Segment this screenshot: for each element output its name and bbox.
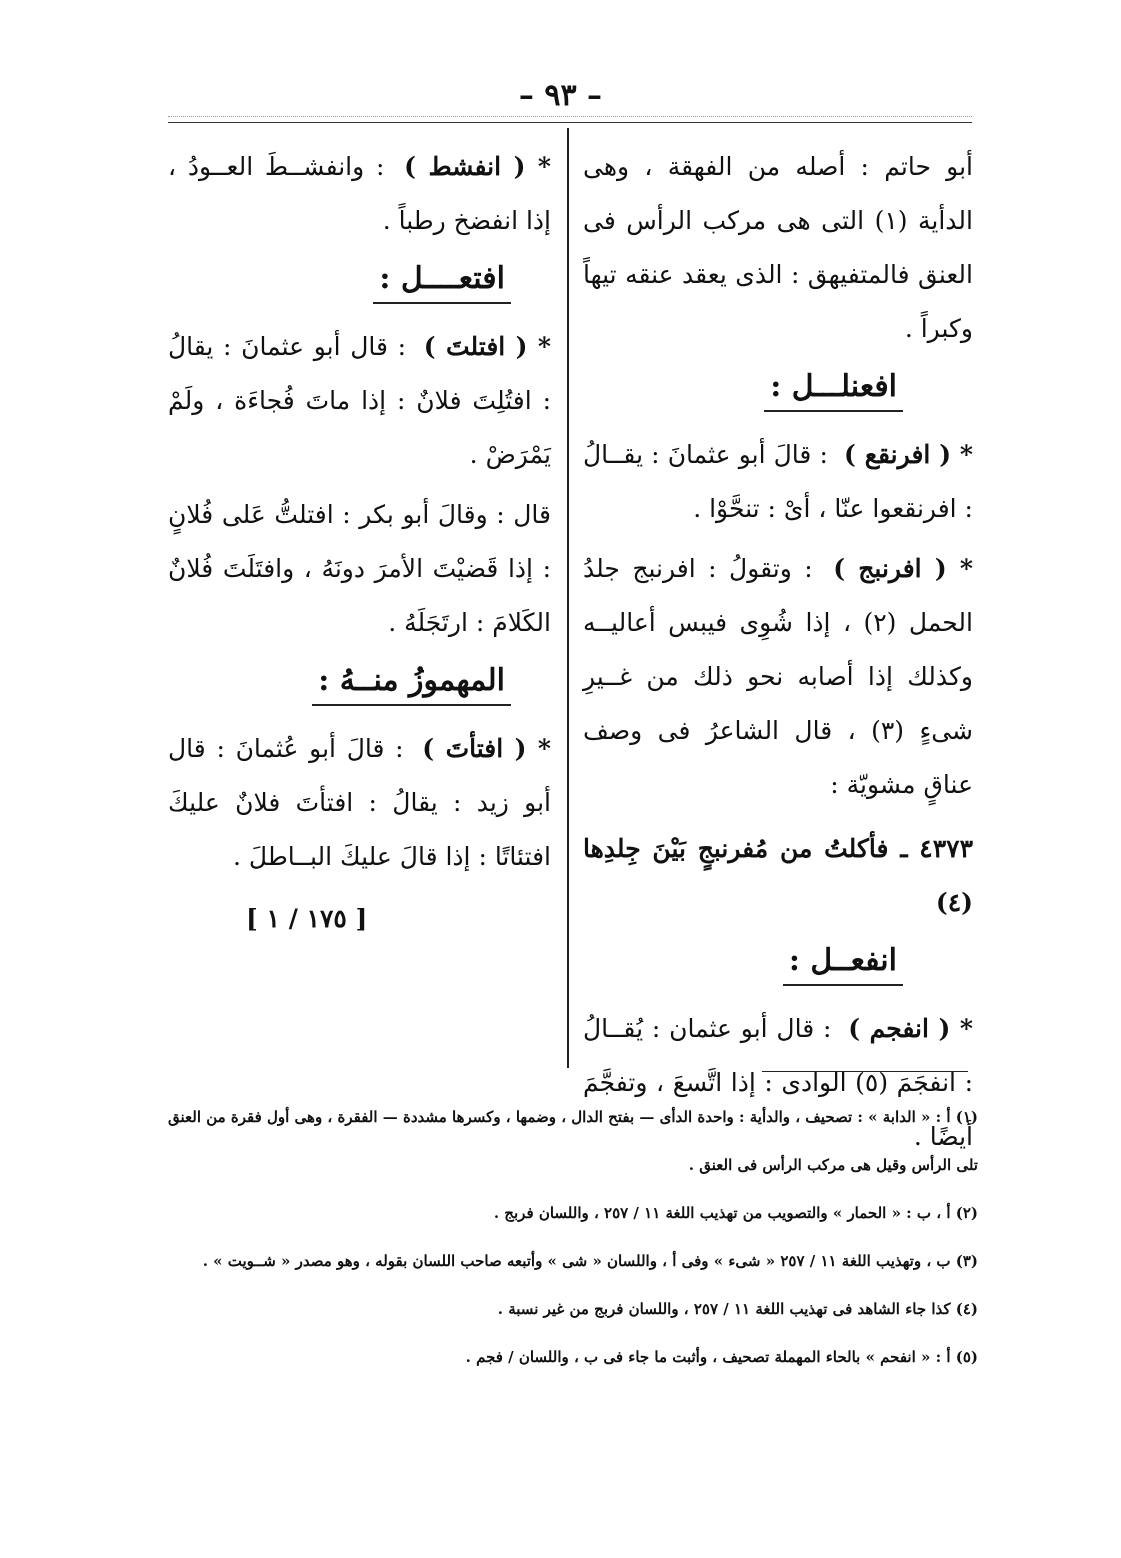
- section-heading-infaal: انفعــل :: [783, 938, 903, 986]
- page-number: – ٩٣ –: [518, 78, 603, 113]
- left-column: [168, 140, 551, 952]
- entry-ifranqa: [583, 428, 973, 536]
- entry-key: * ( انفجم ): [848, 1014, 973, 1043]
- paragraph-abu-hatim: أبو حاتم : أصله من الفهقة ، وهى الدأية (١) التى هى مركب الرأس فى العنق فالمتفيهق : الذى يعقد عنقه تيهاً وكبراً .: [583, 152, 973, 343]
- footnote-1: (١) أ : « الدابة » : تصحيف ، والدأية : واحدة الدأى — بفتح الدال ، وضمها ، وكسرها مشددة — الفقرة ، وهى أول فقرة من العنق تلى الرأس وقيل هى مركب الرأس فى العنق .: [168, 1108, 978, 1174]
- header-faint-rule: [168, 116, 972, 117]
- header-rule: [168, 122, 972, 123]
- paragraph-abu-bakr: قال : وقالَ أبو بكر : افتلتُّ عَلى فُلانٍ : إذا قَضيْتَ الأمرَ دونَهُ ، وافتَلَتَ فُلانٌ الكَلامَ : ارتَجَلَهُ .: [168, 500, 551, 637]
- footnote-4: (٤) كذا جاء الشاهد فى تهذيب اللغة ١١ / ٢٥٧ ، واللسان فربج من غير نسبة .: [497, 1300, 978, 1318]
- entry-key: * ( افرنقع ): [844, 440, 973, 469]
- footnote-5: (٥) أ : « انفحم » بالحاء المهملة تصحيف ، وأثبت ما جاء فى ب ، واللسان / فجم .: [465, 1348, 978, 1366]
- poetry-verse: ٤٣٧٣ ـ فأكلتُ من مُفرنبجٍ بَيْنَ جِلدِها (٤): [583, 834, 973, 917]
- entry-text: : وتقولُ : افرنبج جلدُ الحمل (٢) ، إذا شُوِى فيبس أعاليــه وكذلك إذا أصابه نحو ذلك من غــيرِ شىءٍ (٣) ، قال الشاعرُ فى وصف عناقٍ مشويّة :: [583, 554, 973, 799]
- entry-iftaat: [168, 722, 551, 884]
- footnotes: [168, 1093, 978, 1381]
- footnote-3: (٣) ب ، وتهذيب اللغة ١١ / ٢٥٧ « شىء » وفى أ ، واللسان « شى » وأتبعه صاحب اللسان بقوله ، وهو مصدر « شــويت » .: [202, 1252, 978, 1270]
- section-heading-mahmuz: المهموزُ منــهُ :: [312, 658, 511, 706]
- column-divider: [567, 128, 569, 1068]
- section-heading-iftaal: افتعــــل :: [373, 256, 511, 304]
- entry-key: * ( افتأتَ ): [422, 734, 552, 763]
- entry-infashat: [168, 140, 551, 248]
- entry-key: * ( انفشط ): [404, 152, 551, 181]
- entry-text: : قالَ أبو عثمانَ : يقــالُ : افرنقعوا عنّا ، أىْ : تنحَّوْا .: [583, 440, 973, 523]
- manuscript-reference: [ ١٧٥ / ١ ]: [246, 904, 368, 933]
- entry-text: : قال أبو عثمانَ : يقالُ : افتُلِتَ فلانٌ : إذا ماتَ فُجاءَة ، ولَمْ يَمْرَضْ .: [168, 332, 551, 469]
- entry-text: : قال أبو عثمان : يُقــالُ : انفجَمَ (٥) الوادى : إذا اتَّسعَ ، وتفجَّمَ أيضًا .: [583, 1014, 973, 1151]
- footnote-rule: [762, 1071, 968, 1072]
- entry-key: * ( افتلتَ ): [423, 332, 552, 361]
- entry-iftalat: [168, 320, 551, 482]
- entry-ifranbaj: [583, 542, 973, 812]
- entry-text: : قالَ أبو عُثمانَ : قال أبو زيد : يقالُ : افتأتَ فلانٌ عليكَ افتئاتًا : إذا قالَ عليكَ البــاطلَ .: [168, 734, 551, 871]
- right-column: [583, 140, 973, 1170]
- entry-key: * ( افرنبج ): [833, 554, 974, 583]
- entry-text: : وانفشــطَ العــودُ ، إذا انفضخ رطباً .: [168, 152, 551, 235]
- footnote-2: (٢) أ ، ب : « الحمار » والتصويب من تهذيب اللغة ١١ / ٢٥٧ ، واللسان فربج .: [493, 1204, 978, 1222]
- section-heading-ifanlal: افعنلـــل :: [764, 364, 903, 412]
